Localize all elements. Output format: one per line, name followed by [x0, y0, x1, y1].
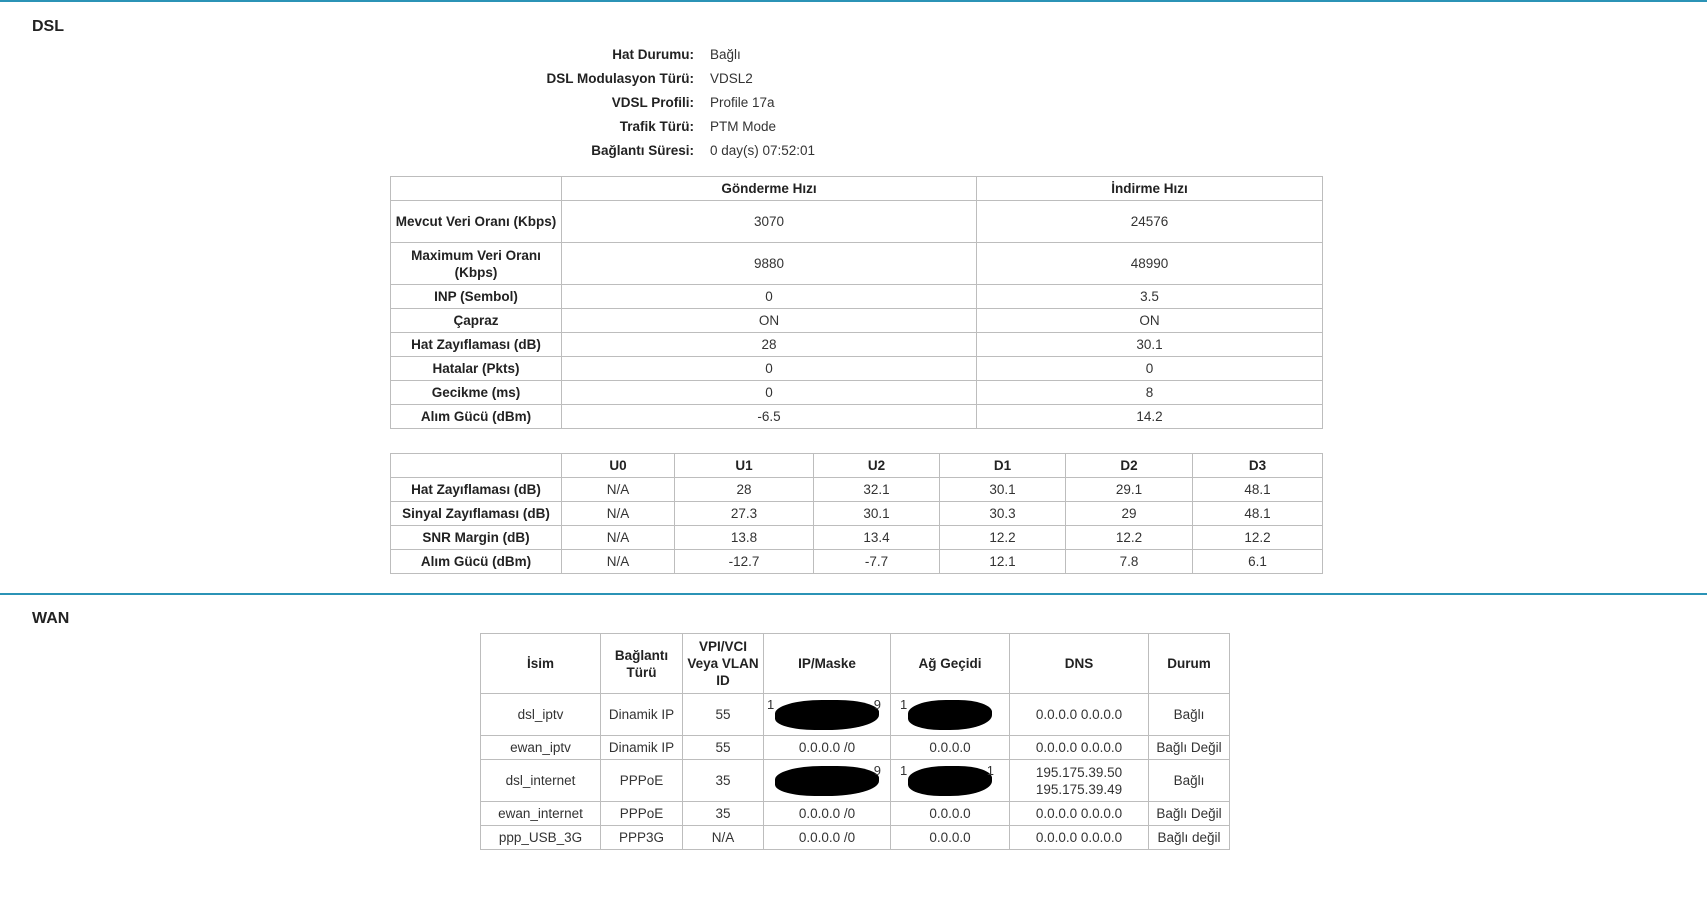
wan-column-header: Ağ Geçidi	[891, 634, 1010, 694]
value-cell: 0	[977, 357, 1323, 381]
dsl-section-title: DSL	[32, 18, 64, 35]
wan-status-cell: Bağlı	[1149, 760, 1230, 802]
redacted-lead-text: 1	[900, 696, 908, 712]
top-divider	[0, 0, 1707, 2]
band-column-header: U2	[814, 454, 940, 478]
row-header: SNR Margin (dB)	[391, 526, 562, 550]
table-row	[391, 526, 1323, 550]
dsl-status-block	[440, 42, 815, 162]
value-cell: -6.5	[562, 405, 977, 429]
row-header: Hat Zayıflaması (dB)	[391, 478, 562, 502]
wan-name-cell: dsl_iptv	[481, 694, 601, 736]
value-cell: 13.8	[675, 526, 814, 550]
redacted-value	[900, 762, 994, 796]
table-row	[391, 309, 1323, 333]
table-row	[391, 285, 1323, 309]
value-cell: N/A	[562, 478, 675, 502]
wan-divider	[0, 593, 1707, 595]
wan-vlan-cell: 35	[683, 760, 764, 802]
rates-corner-cell	[391, 177, 562, 201]
wan-name-cell: dsl_internet	[481, 760, 601, 802]
value-cell: 13.4	[814, 526, 940, 550]
value-cell: 30.1	[814, 502, 940, 526]
value-cell: 30.1	[940, 478, 1066, 502]
status-value: VDSL2	[710, 70, 753, 86]
row-header: Maximum Veri Oranı (Kbps)	[391, 243, 562, 285]
table-row	[391, 201, 1323, 243]
wan-column-header: Durum	[1149, 634, 1230, 694]
redacted-value	[900, 696, 992, 730]
wan-dns-cell	[1010, 694, 1149, 736]
wan-vlan-cell: 35	[683, 802, 764, 826]
value-cell: 12.2	[940, 526, 1066, 550]
row-header: Sinyal Zayıflaması (dB)	[391, 502, 562, 526]
row-header: Mevcut Veri Oranı (Kbps)	[391, 201, 562, 243]
value-cell: 27.3	[675, 502, 814, 526]
value-cell: 28	[675, 478, 814, 502]
status-row	[440, 138, 815, 162]
value-cell: 12.1	[940, 550, 1066, 574]
redacted-value	[767, 696, 881, 730]
dns-server: 0.0.0.0 0.0.0.0	[1035, 806, 1123, 821]
wan-dns-cell	[1010, 736, 1149, 760]
status-row	[440, 42, 815, 66]
wan-name-cell: ewan_internet	[481, 802, 601, 826]
value-cell: 32.1	[814, 478, 940, 502]
band-column-header: U0	[562, 454, 675, 478]
table-row	[391, 550, 1323, 574]
wan-name-cell: ewan_iptv	[481, 736, 601, 760]
row-header: Gecikme (ms)	[391, 381, 562, 405]
redaction-mark	[775, 700, 879, 730]
wan-type-cell: Dinamik IP	[601, 736, 683, 760]
value-cell: 24576	[977, 201, 1323, 243]
wan-ip-cell: 0.0.0.0 /0	[764, 736, 891, 760]
wan-vlan-cell: N/A	[683, 826, 764, 850]
row-header: Çapraz	[391, 309, 562, 333]
value-cell: 48.1	[1193, 478, 1323, 502]
redaction-mark	[908, 766, 992, 796]
dns-server: 0.0.0.0 0.0.0.0	[1035, 830, 1123, 845]
rates-column-header: Gönderme Hızı	[562, 177, 977, 201]
redacted-lead-text: 1	[767, 696, 775, 712]
value-cell: N/A	[562, 502, 675, 526]
status-row	[440, 114, 815, 138]
row-header: INP (Sembol)	[391, 285, 562, 309]
value-cell: 12.2	[1066, 526, 1193, 550]
band-column-header: D1	[940, 454, 1066, 478]
status-label: DSL Modulasyon Türü:	[546, 70, 694, 86]
wan-type-cell: Dinamik IP	[601, 694, 683, 736]
value-cell: 48.1	[1193, 502, 1323, 526]
status-row	[440, 90, 815, 114]
dns-server: 195.175.39.49	[1035, 781, 1123, 797]
dns-server: 195.175.39.50	[1035, 764, 1123, 780]
status-value: 0 day(s) 07:52:01	[710, 142, 816, 158]
value-cell: 9880	[562, 243, 977, 285]
row-header: Hat Zayıflaması (dB)	[391, 333, 562, 357]
value-cell: 28	[562, 333, 977, 357]
wan-gateway-cell: 0.0.0.0	[891, 802, 1010, 826]
wan-status-cell: Bağlı	[1149, 694, 1230, 736]
value-cell: ON	[977, 309, 1323, 333]
wan-ip-cell: 0.0.0.0 /0	[764, 802, 891, 826]
dsl-rates-table	[390, 176, 1323, 429]
band-column-header: U1	[675, 454, 814, 478]
value-cell: 29.1	[1066, 478, 1193, 502]
wan-ip-cell	[764, 694, 891, 736]
status-label: VDSL Profili:	[611, 94, 694, 110]
value-cell: 3070	[562, 201, 977, 243]
table-row	[481, 736, 1230, 760]
wan-connections-table	[480, 633, 1230, 850]
wan-status-cell: Bağlı Değil	[1149, 802, 1230, 826]
wan-vlan-cell: 55	[683, 694, 764, 736]
table-row	[391, 333, 1323, 357]
table-row	[391, 243, 1323, 285]
dns-server: 0.0.0.0 0.0.0.0	[1035, 740, 1123, 755]
value-cell: 8	[977, 381, 1323, 405]
table-row	[391, 478, 1323, 502]
wan-ip-cell	[764, 760, 891, 802]
wan-section-title: WAN	[32, 610, 70, 627]
redacted-lead-text: 1	[900, 762, 908, 778]
wan-status-cell: Bağlı değil	[1149, 826, 1230, 850]
wan-gateway-cell	[891, 694, 1010, 736]
value-cell: 3.5	[977, 285, 1323, 309]
table-row	[481, 802, 1230, 826]
status-value: Profile 17a	[710, 94, 775, 110]
wan-dns-cell	[1010, 802, 1149, 826]
redacted-tail-text: 9	[873, 696, 881, 712]
table-row	[391, 502, 1323, 526]
value-cell: 6.1	[1193, 550, 1323, 574]
bands-corner-cell	[391, 454, 562, 478]
status-value: Bağlı	[710, 46, 741, 62]
value-cell: 14.2	[977, 405, 1323, 429]
table-row	[391, 405, 1323, 429]
table-row	[481, 694, 1230, 736]
row-header: Alım Gücü (dBm)	[391, 550, 562, 574]
wan-column-header: IP/Maske	[764, 634, 891, 694]
value-cell: 0	[562, 357, 977, 381]
wan-column-header: Bağlantı Türü	[601, 634, 683, 694]
value-cell: 0	[562, 381, 977, 405]
dsl-bands-table	[390, 453, 1323, 574]
redaction-mark	[908, 700, 992, 730]
status-row	[440, 66, 815, 90]
value-cell: 0	[562, 285, 977, 309]
value-cell: N/A	[562, 526, 675, 550]
wan-type-cell: PPPoE	[601, 802, 683, 826]
dns-server: 0.0.0.0 0.0.0.0	[1035, 707, 1123, 722]
row-header: Alım Gücü (dBm)	[391, 405, 562, 429]
value-cell: 48990	[977, 243, 1323, 285]
value-cell: 12.2	[1193, 526, 1323, 550]
wan-gateway-cell: 0.0.0.0	[891, 826, 1010, 850]
value-cell: 30.1	[977, 333, 1323, 357]
value-cell: -7.7	[814, 550, 940, 574]
wan-type-cell: PPP3G	[601, 826, 683, 850]
value-cell: N/A	[562, 550, 675, 574]
table-row	[481, 826, 1230, 850]
wan-ip-cell: 0.0.0.0 /0	[764, 826, 891, 850]
wan-type-cell: PPPoE	[601, 760, 683, 802]
value-cell: 29	[1066, 502, 1193, 526]
wan-name-cell: ppp_USB_3G	[481, 826, 601, 850]
wan-status-cell: Bağlı Değil	[1149, 736, 1230, 760]
value-cell: 7.8	[1066, 550, 1193, 574]
status-value: PTM Mode	[710, 118, 777, 134]
rates-column-header: İndirme Hızı	[977, 177, 1323, 201]
band-column-header: D3	[1193, 454, 1323, 478]
redaction-mark	[775, 766, 879, 796]
table-row	[391, 381, 1323, 405]
status-label: Hat Durumu:	[612, 46, 694, 62]
value-cell: -12.7	[675, 550, 814, 574]
wan-gateway-cell: 0.0.0.0	[891, 736, 1010, 760]
wan-vlan-cell: 55	[683, 736, 764, 760]
band-column-header: D2	[1066, 454, 1193, 478]
redacted-tail-text: 9	[873, 762, 881, 778]
redacted-value	[775, 762, 881, 796]
status-label: Trafik Türü:	[619, 118, 694, 134]
value-cell: 30.3	[940, 502, 1066, 526]
table-row	[481, 760, 1230, 802]
row-header: Hatalar (Pkts)	[391, 357, 562, 381]
table-row	[391, 357, 1323, 381]
wan-dns-cell	[1010, 760, 1149, 802]
status-label: Bağlantı Süresi:	[591, 142, 694, 158]
wan-column-header: DNS	[1010, 634, 1149, 694]
wan-column-header: İsim	[481, 634, 601, 694]
wan-gateway-cell	[891, 760, 1010, 802]
redacted-tail-text: 1	[986, 762, 994, 778]
wan-column-header: VPI/VCI Veya VLAN ID	[683, 634, 764, 694]
value-cell: ON	[562, 309, 977, 333]
wan-dns-cell	[1010, 826, 1149, 850]
